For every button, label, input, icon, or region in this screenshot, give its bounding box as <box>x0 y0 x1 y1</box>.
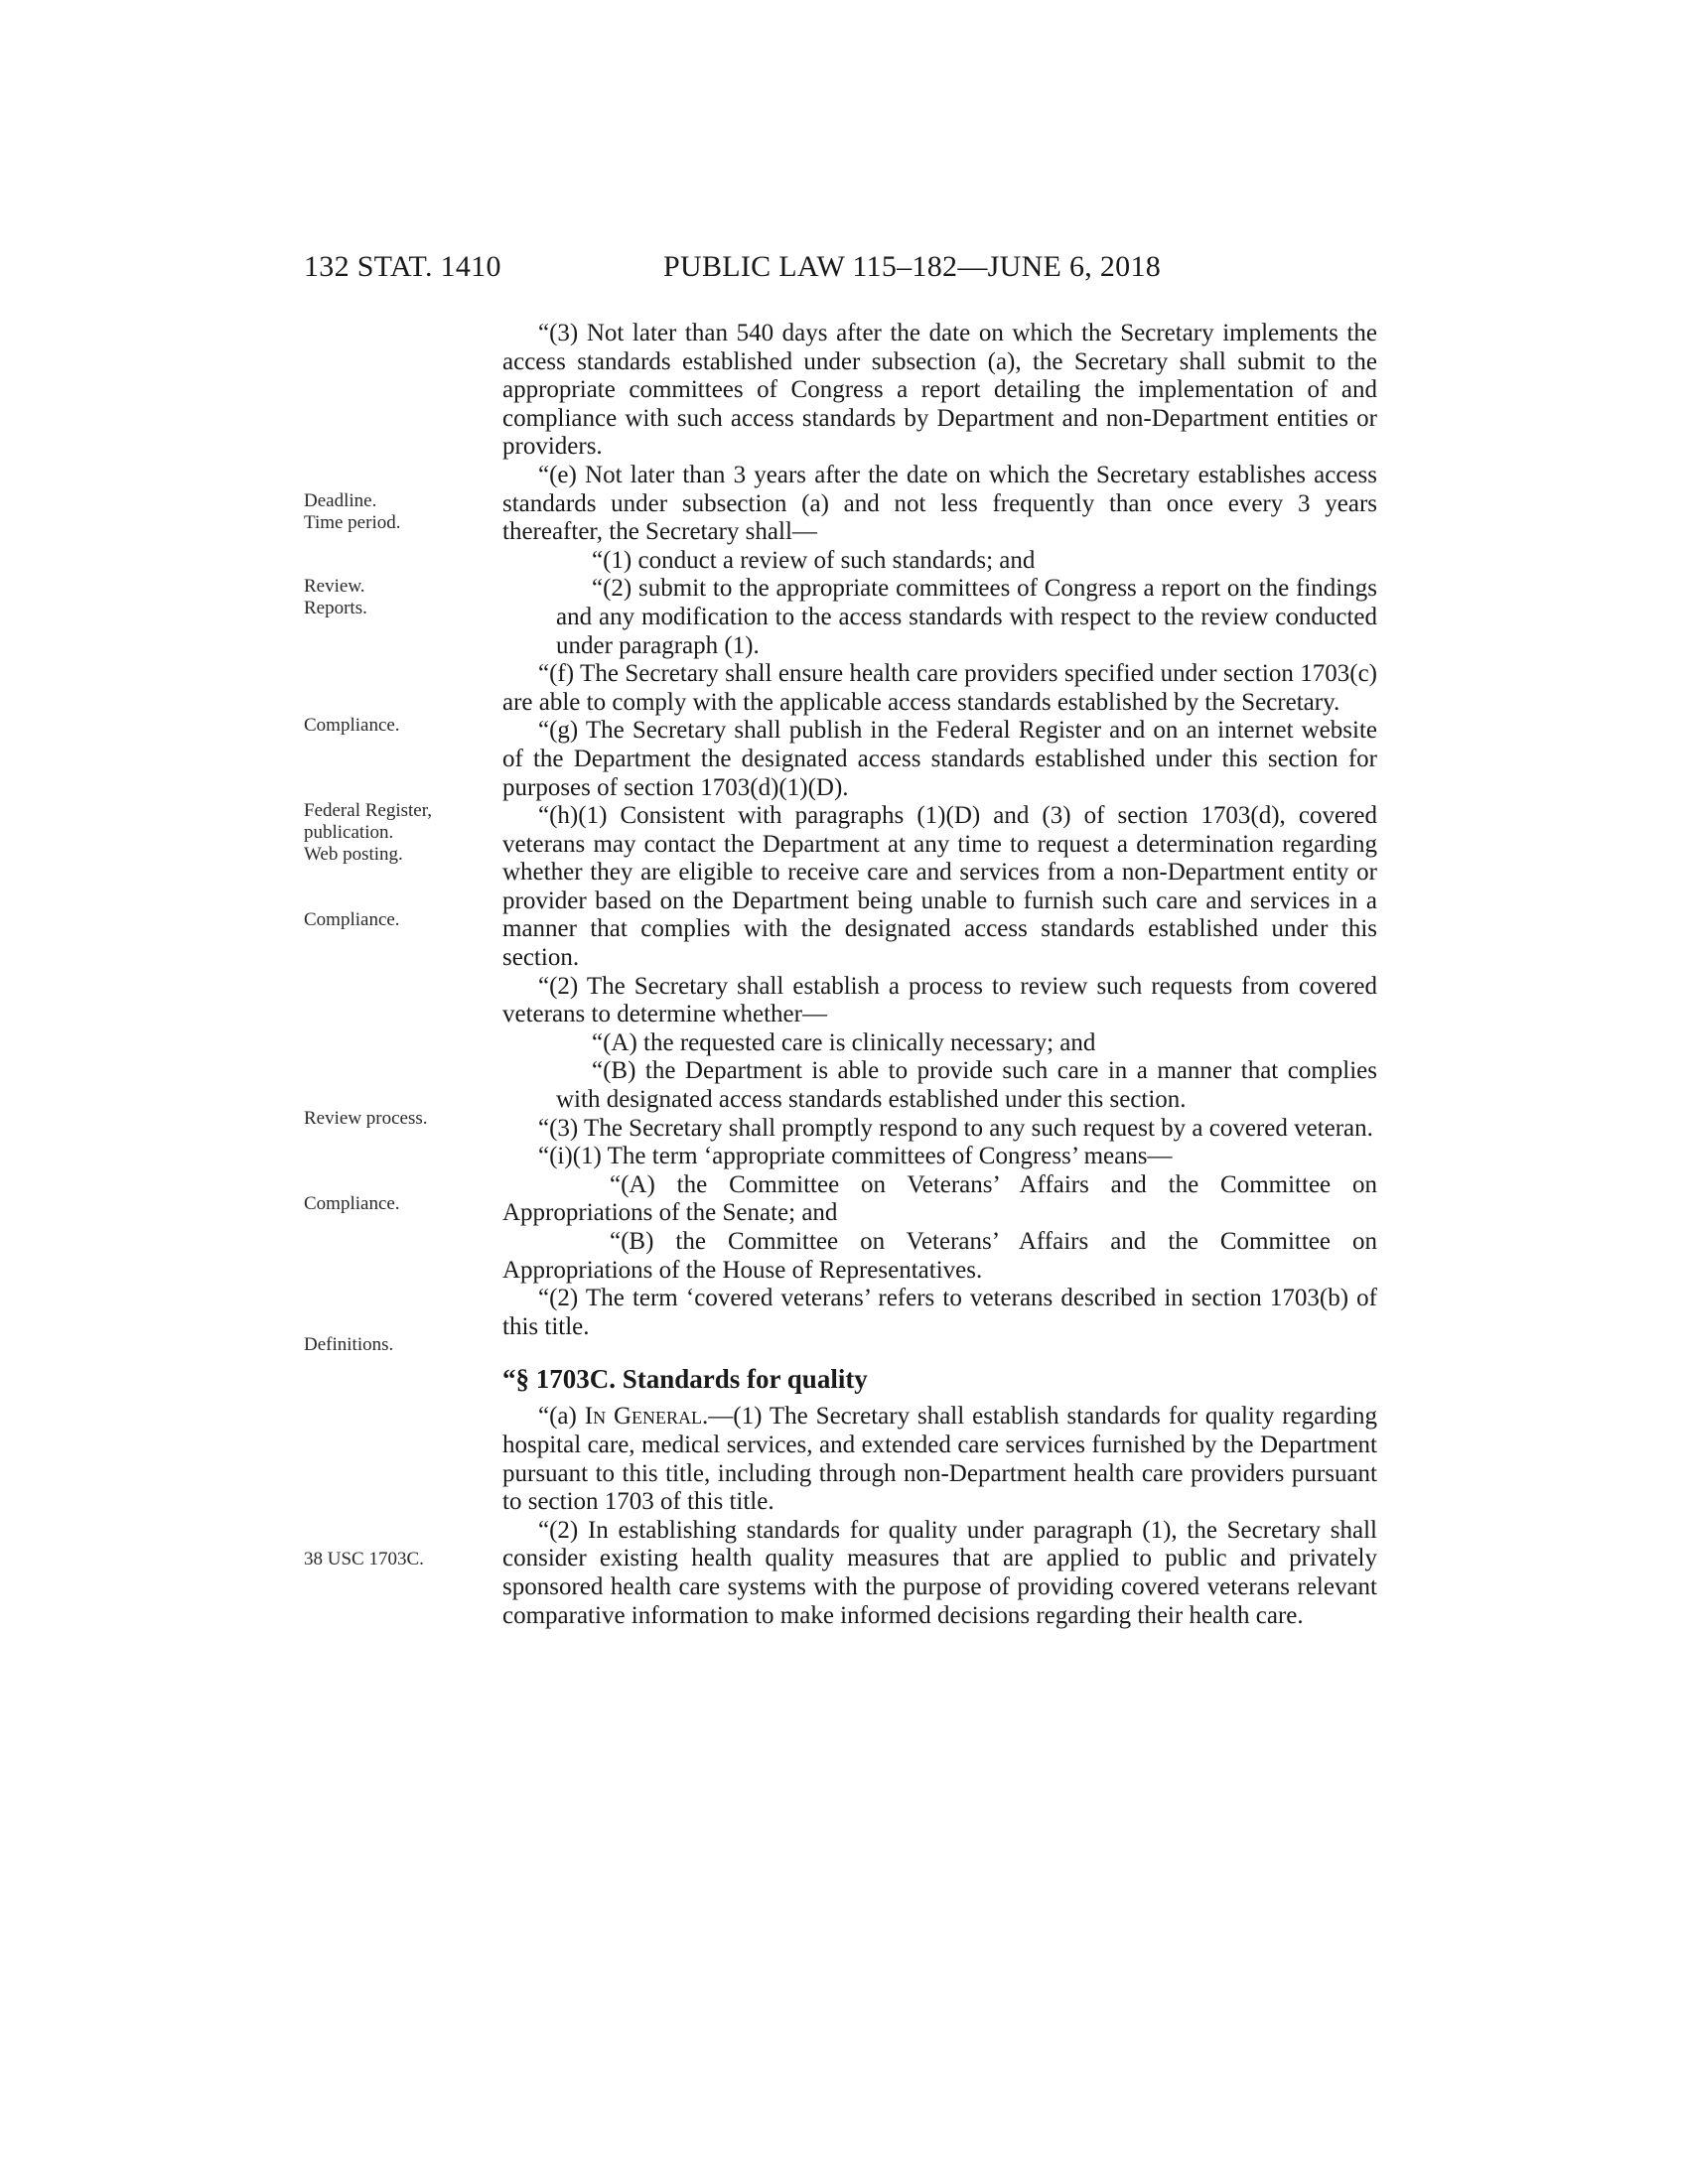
paragraph: “(3) Not later than 540 days after the date on which the Secretary implements the access standards established under subsection (a), the Secretary shall submit to the appropriate committees of Congress a report detailing the implementation of and compliance with such access standards by Department and non-Department entities or providers. <box>502 320 1377 461</box>
paragraph: “(g) The Secretary shall publish in the Federal Register and on an internet website of the Department the designated access standards established under this section for purposes of section 1703(d)(1)(D). <box>502 717 1377 801</box>
paragraph: “(e) Not later than 3 years after the date on which the Secretary establishes access standards under subsection (a) and not less frequently than once every 3 years thereafter, the Secretary shall— <box>502 461 1377 546</box>
margin-note-definitions: Definitions. <box>304 1334 394 1355</box>
margin-note-compliance-3: Compliance. <box>304 1193 400 1214</box>
paragraph: “(B) the Committee on Veterans’ Affairs and the Committee on Appropriations of the House of Representatives. <box>502 1228 1377 1284</box>
margin-note-usc-citation: 38 USC 1703C. <box>304 1549 424 1570</box>
paragraph: “(i)(1) The term ‘appropriate committees of Congress’ means— <box>538 1143 1173 1170</box>
paragraph: “(f) The Secretary shall ensure health care providers specified under section 1703(c) are able to comply with the applicable access standards established by the Secretary. <box>502 660 1377 716</box>
paragraph: “(3) The Secretary shall promptly respond to any such request by a covered veteran. <box>538 1114 1373 1142</box>
statute-body <box>502 320 1377 1630</box>
margin-note-compliance-2: Compliance. <box>304 909 400 930</box>
margin-note-compliance: Compliance. <box>304 715 400 736</box>
paragraph: “(2) The Secretary shall establish a process to review such requests from covered veterans to determine whether— <box>502 972 1377 1028</box>
paragraph: “(1) conduct a review of such standards; and <box>592 546 1036 574</box>
margin-note-deadline: Deadline. Time period. <box>304 490 401 533</box>
running-header <box>304 250 1396 290</box>
public-law-title: PUBLIC LAW 115–182—JUNE 6, 2018 <box>663 250 1162 283</box>
paragraph: “(2) In establishing standards for quality under paragraph (1), the Secretary shall consider existing health quality measures that are applied to public and privately sponsored health care systems with the purpose of providing covered veterans relevant comparative information to make informed decisions regarding their health care. <box>502 1516 1377 1629</box>
section-heading: “§ 1703C. Standards for quality <box>502 1364 868 1395</box>
margin-note-review: Review. Reports. <box>304 576 367 618</box>
subsection-caption: In General <box>584 1403 703 1431</box>
paragraph: “(B) the Department is able to provide such care in a manner that complies with designated access standards established under this section. <box>556 1057 1377 1114</box>
paragraph: “(a) In General.—(1) The Secretary shall establish standards for quality regarding hospital care, medical services, and extended care services furnished by the Department pursuant to this title, including through non-Department health care providers pursuant to section 1703 of this title. <box>502 1403 1378 1516</box>
stat-page-number: 132 STAT. 1410 <box>304 250 501 283</box>
paragraph: “(h)(1) Consistent with paragraphs (1)(D) and (3) of section 1703(d), covered veterans may contact the Department at any time to request a determination regarding whether they are eligible to receive care and services from a non-Department entity or provider based on the Department being unable to furnish such care and services in a manner that complies with the designated access standards established under this section. <box>502 802 1377 972</box>
paragraph: “(A) the requested care is clinically necessary; and <box>592 1028 1096 1056</box>
paragraph: “(2) The term ‘covered veterans’ refers to veterans described in section 1703(b) of this title. <box>502 1285 1377 1340</box>
margin-note-review-process: Review process. <box>304 1108 428 1129</box>
margin-note-federal-register: Federal Register, publication. Web posting. <box>304 800 433 865</box>
paragraph: “(2) submit to the appropriate committees of Congress a report on the findings and any modification to the access standards with respect to the review conducted under paragraph (1). <box>556 575 1377 659</box>
paragraph: “(A) the Committee on Veterans’ Affairs and the Committee on Appropriations of the Senate; and <box>502 1170 1377 1227</box>
